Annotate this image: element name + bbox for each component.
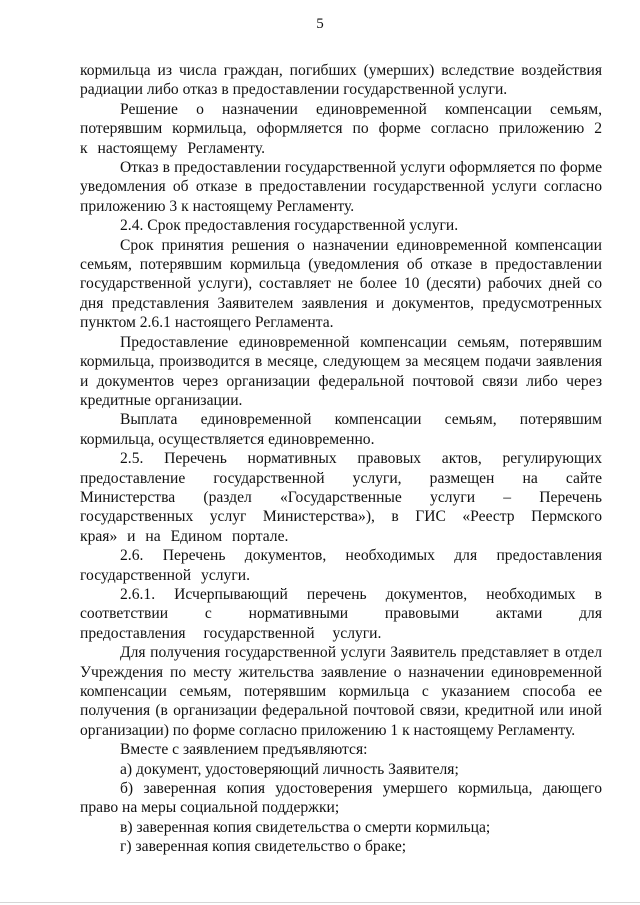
- list-item-g: г) заверенная копия свидетельство о браке;: [120, 838, 407, 856]
- list-item-a: а) документ, удостоверяющий личность Заявителя;: [120, 760, 459, 778]
- section-heading-2-4: 2.4. Срок предоставления государственной услуги.: [120, 217, 459, 235]
- paragraph-provision-month: Предоставление единовременной компенсации семьям, потерявшим кормильца, производится в месяце, следующем за месяцем подачи заявления и документов через организации федеральной почтовой связи либо через кредитные организации.: [80, 333, 602, 409]
- list-item-v: в) заверенная копия свидетельства о смерти кормильца;: [120, 818, 491, 836]
- document-body: [80, 61, 602, 857]
- section-heading-2-6-1: 2.6.1. Исчерпывающий перечень документов, необходимых в соответствии с нормативными правовыми актами для предоставления государственной услуги.: [80, 585, 602, 642]
- paragraph-refusal-form: Отказ в предоставлении государственной услуги оформляется по форме уведомления об отказе в предоставлении государственной услуги согласно приложению 3 к настоящему Регламенту.: [80, 159, 602, 215]
- scan-edge-line: [0, 902, 640, 903]
- page-number: 5: [316, 16, 324, 32]
- paragraph-payment-once: Выплата единовременной компенсации семьям, потерявшим кормильца, осуществляется единовременно.: [80, 411, 602, 448]
- paragraph-continuation: кормильца из числа граждан, погибших (умерших) вследствие воздействия радиации либо отказ в предоставлении государственной услуги.: [80, 62, 602, 99]
- list-item-b: б) заверенная копия удостоверения умершего кормильца, дающего право на меры социальной поддержки;: [80, 780, 602, 817]
- paragraph-application: Для получения государственной услуги Заявитель представляет в отдел Учреждения по месту жительства заявление о назначении единовременной компенсации семьям, потерявшим кормильца с указанием способа ее получения (в организации федеральной почтовой связи, кредитной или иной организации) по форме согласно приложению 1 к настоящему Регламенту.: [80, 644, 602, 739]
- section-heading-2-6: 2.6. Перечень документов, необходимых для предоставления государственной услуги.: [80, 547, 602, 584]
- paragraph-decision-term: Срок принятия решения о назначении единовременной компенсации семьям, потерявшим кормильца (уведомления об отказе в предоставлении государственной услуги), составляет не более 10 (десяти) рабочих дней со дня представления Заявителем заявления и документов, предусмотренных пунктом 2.6.1 настоящего Регламента.: [80, 236, 602, 332]
- section-heading-2-5: 2.5. Перечень нормативных правовых актов, регулирующих предоставление государственной услуги, размещен на сайте Министерства (раздел «Государственные услуги – Перечень государственных услуг Министерства»), в ГИС «Реестр Пермского края» и на Едином портале.: [80, 450, 602, 545]
- paragraph-attachments-intro: Вместе с заявлением предъявляются:: [120, 741, 368, 759]
- paragraph-decision-form: Решение о назначении единовременной компенсации семьям, потерявшим кормильца, оформляется по форме согласно приложению 2 к настоящему Регламенту.: [80, 100, 602, 157]
